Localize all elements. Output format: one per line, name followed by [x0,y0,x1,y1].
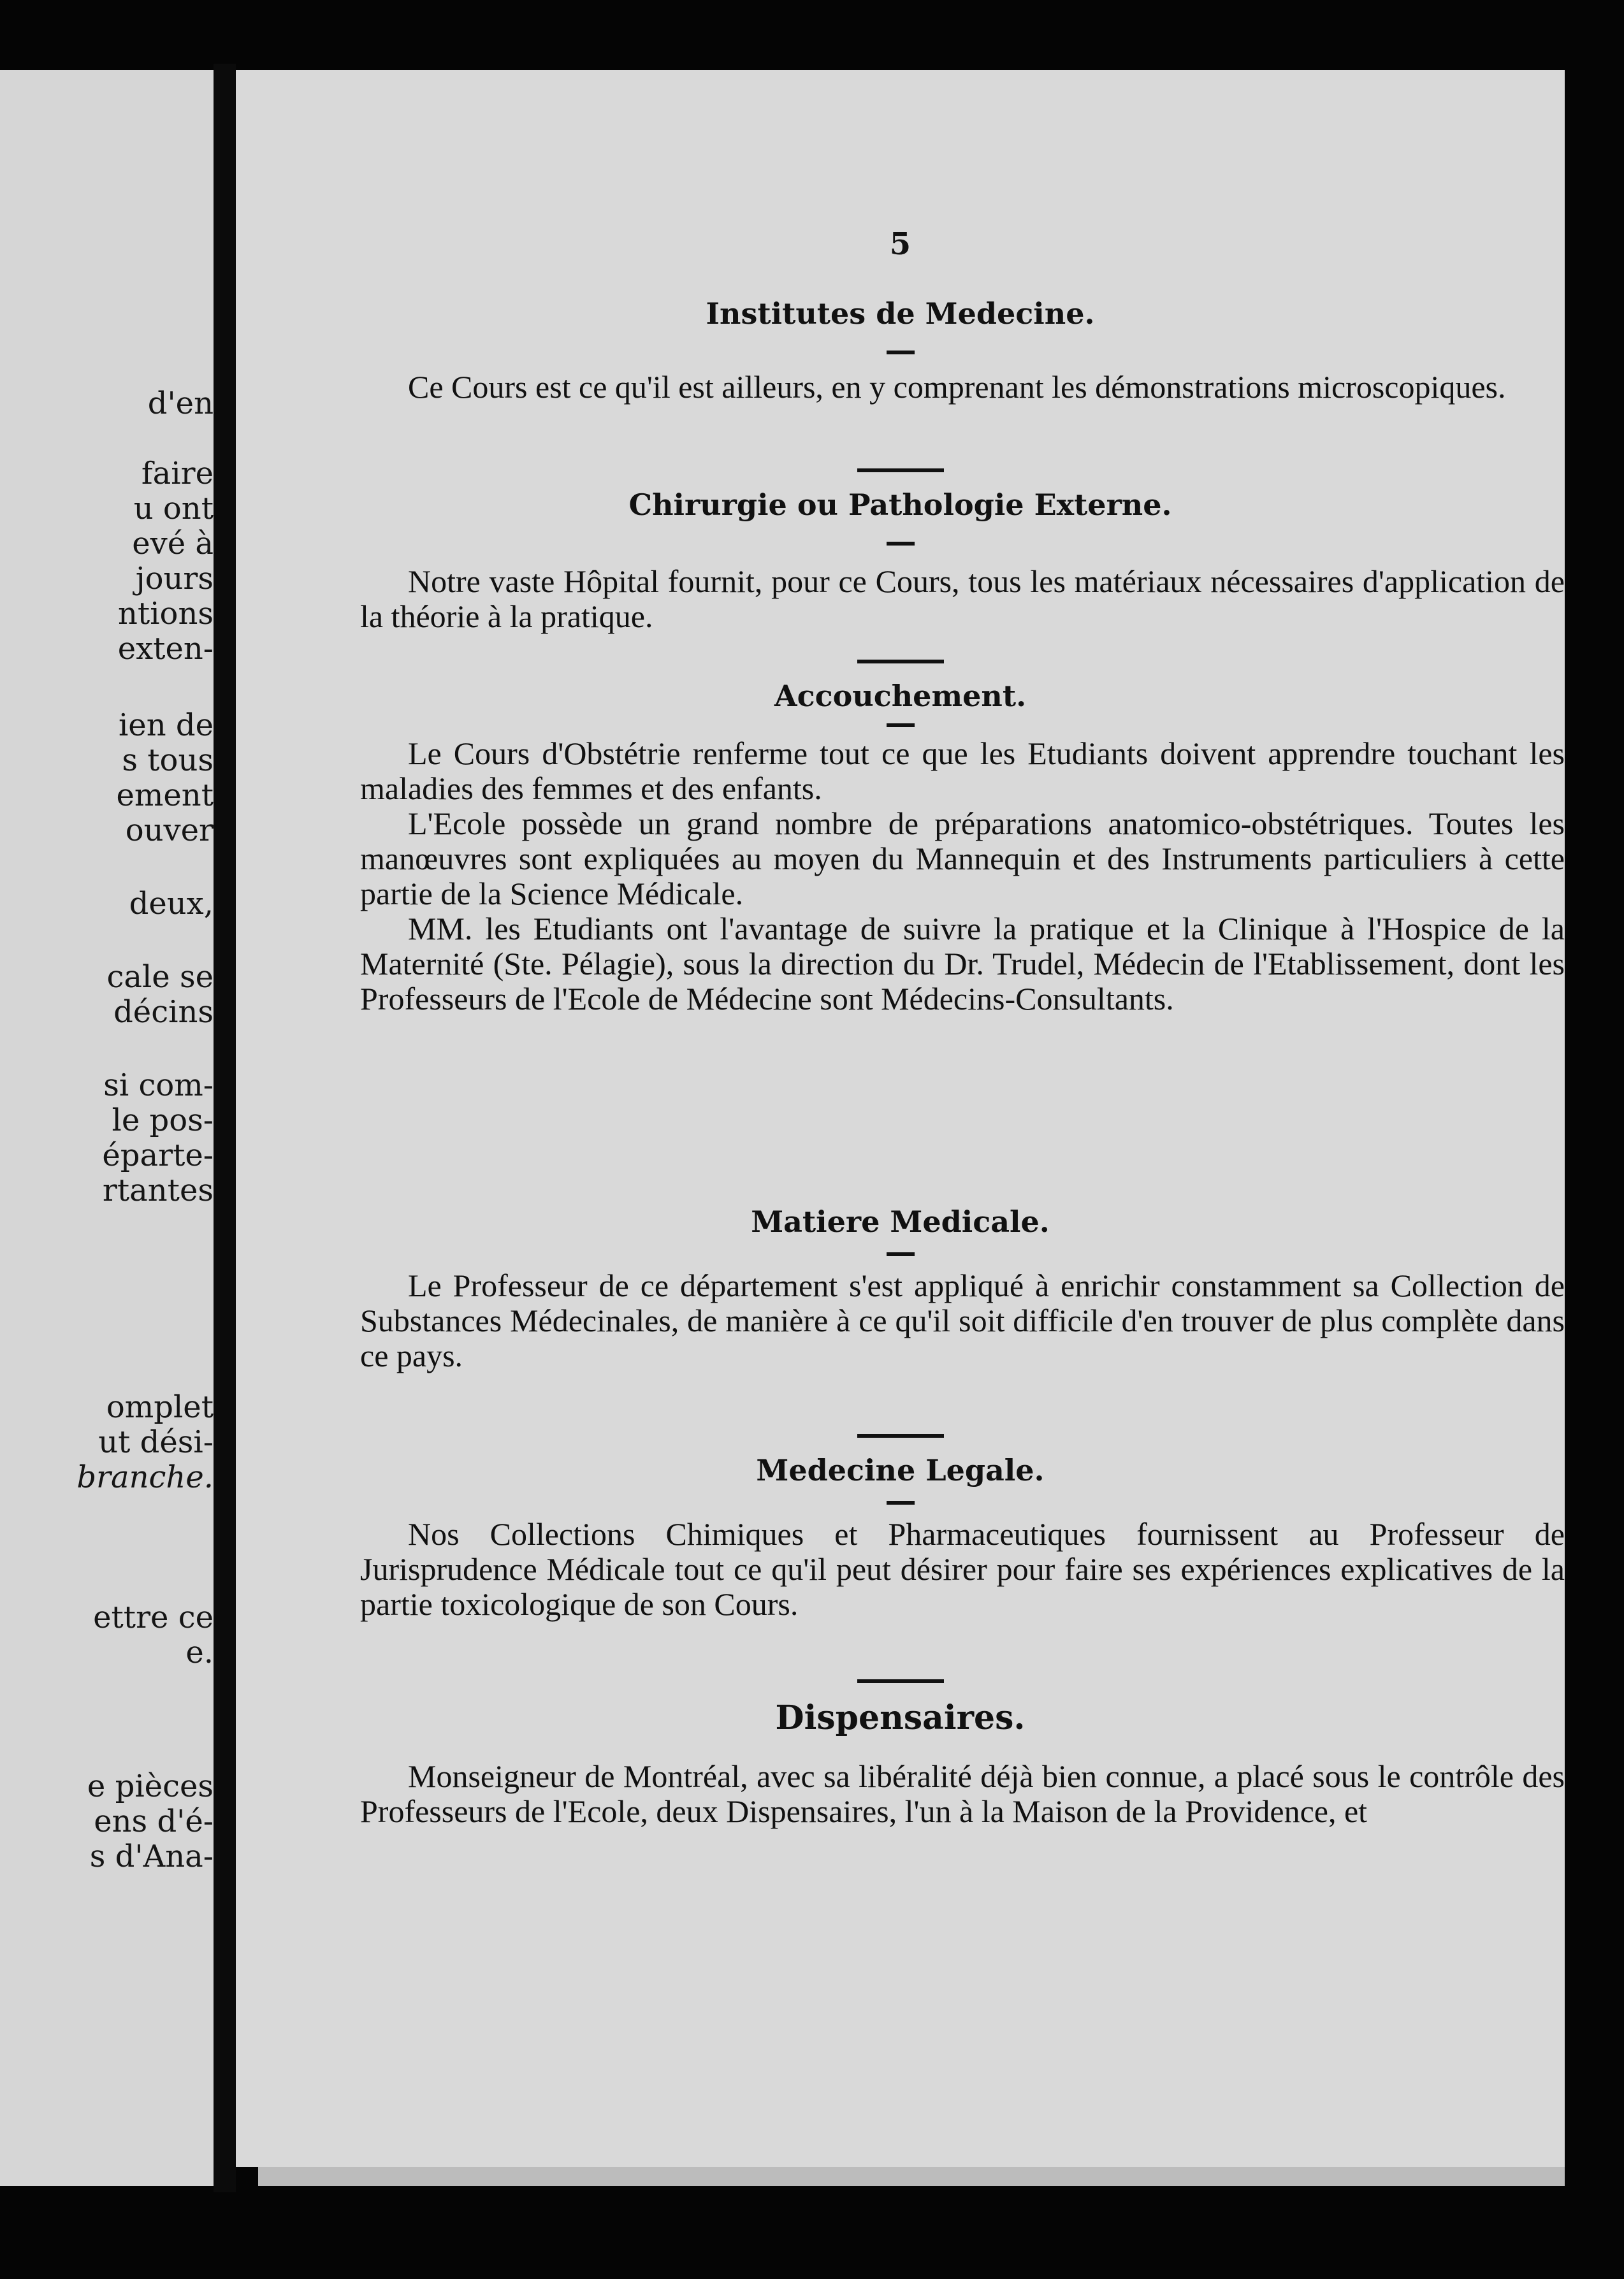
fragment-line: d'en [147,386,214,421]
fragment-line: deux, [129,886,214,922]
section-paragraph [360,1268,1565,1373]
facing-page-fragment [0,70,214,2186]
fragment-line: branche. [76,1459,214,1495]
fragment-line: e pièces [87,1769,214,1804]
fragment-line: éparte- [102,1138,214,1173]
divider [887,723,915,727]
section-paragraph [360,564,1565,634]
section-heading: Accouchement. [774,679,1027,713]
paragraph-text: MM. les Etudiants ont l'avantage de suivre la pratique et la Clinique à l'Hospice de la Maternité (Ste. Pélagie), sous la direction du Dr. Trudel, Médecin de l'Etablissement, dont les Professeurs de l'Ecole de Médecine sont Médecins-Consultants. [360,911,1565,1017]
divider [887,542,915,546]
divider [887,1252,915,1256]
divider [857,1434,944,1438]
paragraph-text: Notre vaste Hôpital fournit, pour ce Cours, tous les matériaux nécessaires d'application de la théorie à la pratique. [360,563,1565,634]
fragment-line: u ont [133,491,214,526]
paragraph-text: Monseigneur de Montréal, avec sa libéralité déjà bien connue, a placé sous le contrôle des Professeurs de l'Ecole, deux Dispensaires, l'un à la Maison de la Providence, et [360,1758,1565,1829]
section-paragraph [360,736,1565,1017]
book-gutter [214,64,236,2192]
fragment-line: ut dési- [98,1424,214,1460]
fragment-line: evé à [132,526,214,561]
divider [887,1501,915,1505]
page-number: 5 [889,226,911,262]
paragraph-text: L'Ecole possède un grand nombre de préparations anatomico-obstétriques. Toutes les manœuvres sont expliquées au moyen du Mannequin et des Instruments particuliers à cette partie de la Science Médicale. [360,806,1565,911]
section-heading: Institutes de Medecine. [706,296,1095,331]
fragment-line: ntions [118,596,214,632]
fragment-line: exten- [117,631,214,667]
section-heading: Matiere Medicale. [751,1205,1050,1239]
fragment-line: le pos- [112,1103,214,1138]
fragment-line: rtantes [102,1173,214,1208]
fragment-line: e. [185,1635,214,1670]
fragment-line: ien de [118,707,214,743]
fragment-line: ettre ce [93,1600,214,1635]
fragment-line: faire [141,456,214,491]
divider [857,468,944,472]
section-paragraph [360,1759,1565,1829]
fragment-line: ouver [125,813,214,848]
section-heading: Chirurgie ou Pathologie Externe. [628,488,1172,522]
document-page [236,70,1565,2167]
paragraph-text: Le Professeur de ce département s'est appliqué à enrichir constamment sa Collection de Substances Médecinales, de manière à ce qu'il soit difficile d'en trouver de plus complète dans ce pays. [360,1268,1565,1373]
fragment-line: si com- [103,1067,214,1103]
fragment-line: s tous [122,742,214,778]
divider [857,660,944,663]
fragment-line: ens d'é- [94,1804,214,1839]
fragment-line: décins [113,994,214,1030]
fragment-line: ement [116,778,214,813]
fragment-line: omplet [106,1389,214,1425]
section-paragraph [360,370,1565,405]
paragraph-text: Nos Collections Chimiques et Pharmaceutiques fournissent au Professeur de Jurisprudence Médicale tout ce qu'il peut désirer pour faire ses expériences explicatives de la partie toxicologique de son Cours. [360,1516,1565,1622]
section-heading: Dispensaires. [775,1698,1026,1737]
paragraph-text: Ce Cours est ce qu'il est ailleurs, en y comprenant les démonstrations microscopiques. [408,369,1506,405]
paragraph-text: Le Cours d'Obstétrie renferme tout ce que les Etudiants doivent apprendre touchant les maladies des femmes et des enfants. [360,735,1565,806]
fragment-line: s d'Ana- [89,1839,214,1874]
divider [857,1679,944,1683]
page-bottom-edge [258,2167,1565,2186]
section-heading: Medecine Legale. [756,1453,1045,1487]
fragment-line: jours [135,561,214,597]
section-paragraph [360,1517,1565,1622]
fragment-line: cale se [106,959,214,995]
divider [887,351,915,354]
